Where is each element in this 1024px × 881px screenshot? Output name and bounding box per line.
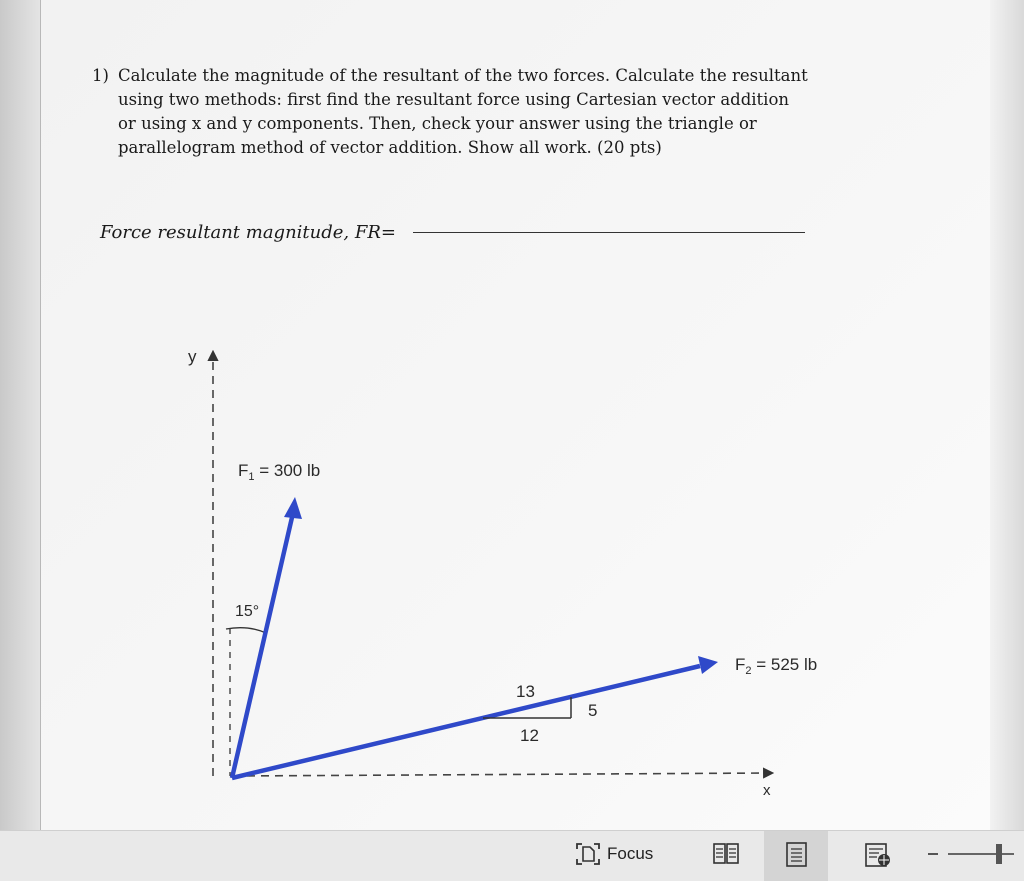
f2-arrowhead (698, 656, 718, 674)
x-axis-label: x (763, 782, 771, 799)
web-layout-icon[interactable] (864, 841, 892, 869)
angle-arc (226, 628, 266, 633)
f1-vector (232, 513, 293, 778)
f2-vector (232, 666, 700, 778)
slope-run-label: 12 (520, 726, 539, 745)
angle-label: 15° (235, 603, 260, 620)
f1-arrowhead (284, 497, 302, 519)
focus-button[interactable] (575, 839, 653, 869)
f2-label: $F_2 = 525$ lb (735, 655, 818, 677)
question-number: 1) (92, 66, 109, 85)
book-icon[interactable] (712, 841, 740, 867)
f1-label: $F_1 = 300$ lb (238, 461, 321, 483)
focus-icon (575, 842, 601, 866)
answer-label: Force resultant magnitude, FR= (100, 222, 396, 243)
document-icon[interactable] (785, 841, 809, 869)
zoom-slider[interactable] (948, 853, 1014, 855)
zoom-slider-thumb[interactable] (996, 844, 1002, 864)
y-axis-label: y (188, 347, 197, 366)
slope-hypotenuse-label: 13 (516, 682, 535, 701)
x-axis (233, 773, 772, 776)
status-bar (0, 830, 1024, 881)
focus-label: Focus (607, 844, 654, 863)
question-body: Calculate the magnitude of the resultant of the two forces. Calculate the resultant using two methods: first find the resultant force using Cartesian vector addition or using x and y components. Then, check your answer using the triangle or parallelogram method of vector addition. Show all work. (20 pts) (118, 66, 808, 157)
slope-rise-label: 5 (588, 701, 598, 720)
zoom-out-button[interactable] (928, 853, 938, 855)
